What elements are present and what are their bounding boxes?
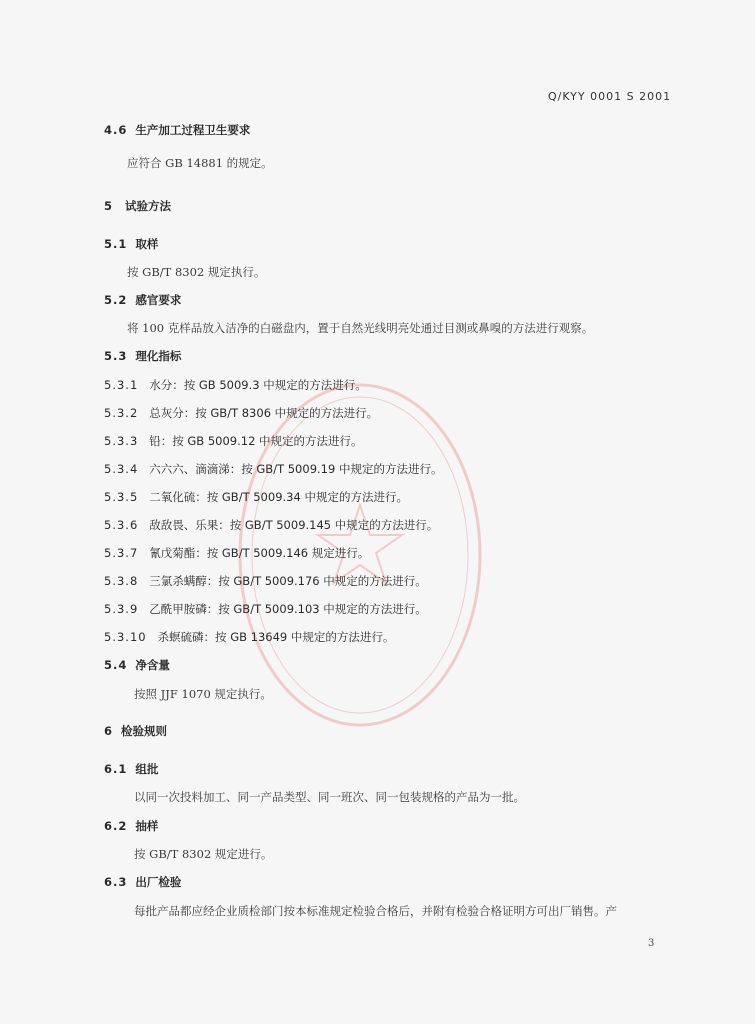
clause-5-3-9	[104, 601, 427, 617]
section-title: 生产加工过程卫生要求	[135, 123, 251, 137]
clause-number: 5.3.2	[104, 406, 139, 420]
clause-5-3-5	[104, 489, 408, 505]
clause-number: 5.3.10	[104, 630, 147, 644]
section-title: 检验规则	[121, 724, 168, 738]
clause-text: 杀螟硫磷：按 GB 13649 中规定的方法进行。	[157, 630, 395, 644]
section-5	[104, 198, 171, 214]
section-6	[104, 723, 167, 739]
paragraph: 将 100 克样品放入洁净的白磁盘内，置于自然光线明亮处通过目测或鼻嗅的方法进行观察。	[127, 321, 594, 335]
section-number: 5.1	[104, 237, 128, 251]
clause-number: 5.3.6	[104, 518, 139, 532]
clause-5-3-1	[104, 377, 367, 393]
section-title: 感官要求	[135, 293, 182, 307]
clause-5-3-4	[104, 461, 442, 477]
clause-text: 氰戊菊酯：按 GB/T 5009.146 规定进行。	[149, 546, 370, 560]
clause-number: 5.3.7	[104, 546, 139, 560]
section-title: 出厂检验	[135, 875, 182, 889]
paragraph: 每批产品都应经企业质检部门按本标准规定检验合格后，并附有检验合格证明方可出厂销售。产	[134, 904, 617, 918]
section-title: 取样	[135, 237, 159, 251]
paragraph: 按 GB/T 8302 规定执行。	[127, 265, 266, 279]
paragraph: 按 GB/T 8302 规定进行。	[134, 847, 273, 861]
paragraph: 应符合 GB 14881 的规定。	[127, 156, 273, 170]
section-number: 5.2	[104, 293, 128, 307]
section-title: 组批	[135, 762, 159, 776]
section-title: 试验方法	[125, 199, 172, 213]
section-number: 5.3	[104, 349, 128, 363]
clause-number: 5.3.8	[104, 574, 139, 588]
section-title: 净含量	[135, 658, 170, 672]
clause-text: 三氯杀螨醇：按 GB/T 5009.176 中规定的方法进行。	[149, 574, 427, 588]
section-5-3	[104, 348, 181, 364]
section-number: 4.6	[104, 123, 128, 137]
page-number: 3	[648, 938, 655, 949]
section-number: 5.4	[104, 658, 128, 672]
clause-text: 水分：按 GB 5009.3 中规定的方法进行。	[149, 378, 367, 392]
section-number: 6.3	[104, 875, 128, 889]
clause-number: 5.3.4	[104, 462, 139, 476]
clause-text: 敌敌畏、乐果：按 GB/T 5009.145 中规定的方法进行。	[149, 518, 439, 532]
section-number: 6.1	[104, 762, 128, 776]
section-number: 6.2	[104, 819, 128, 833]
clause-text: 二氧化硫：按 GB/T 5009.34 中规定的方法进行。	[149, 490, 408, 504]
section-6-3	[104, 874, 181, 890]
section-number: 6	[104, 724, 114, 738]
clause-5-3-2	[104, 405, 378, 421]
section-4-6	[104, 122, 250, 138]
clause-5-3-10	[104, 629, 394, 645]
section-6-2	[104, 818, 158, 834]
clause-5-3-7	[104, 545, 369, 561]
document-code: Q/KYY 0001 S 2001	[548, 90, 672, 103]
section-5-4	[104, 657, 170, 673]
clause-text: 铅：按 GB 5009.12 中规定的方法进行。	[149, 434, 363, 448]
clause-number: 5.3.1	[104, 378, 139, 392]
clause-number: 5.3.5	[104, 490, 139, 504]
paragraph: 以同一次投料加工、同一产品类型、同一班次、同一包装规格的产品为一批。	[134, 790, 525, 804]
clause-number: 5.3.9	[104, 602, 139, 616]
clause-5-3-6	[104, 517, 438, 533]
section-6-1	[104, 761, 158, 777]
clause-5-3-8	[104, 573, 427, 589]
section-5-1	[104, 236, 158, 252]
clause-text: 总灰分：按 GB/T 8306 中规定的方法进行。	[149, 406, 379, 420]
clause-5-3-3	[104, 433, 363, 449]
section-number: 5	[104, 199, 114, 213]
paragraph: 按照 JJF 1070 规定执行。	[134, 687, 272, 701]
clause-text: 乙酰甲胺磷：按 GB/T 5009.103 中规定的方法进行。	[149, 602, 427, 616]
section-5-2	[104, 292, 181, 308]
section-title: 理化指标	[135, 349, 182, 363]
clause-text: 六六六、滴滴涕：按 GB/T 5009.19 中规定的方法进行。	[149, 462, 443, 476]
section-title: 抽样	[135, 819, 159, 833]
clause-number: 5.3.3	[104, 434, 139, 448]
